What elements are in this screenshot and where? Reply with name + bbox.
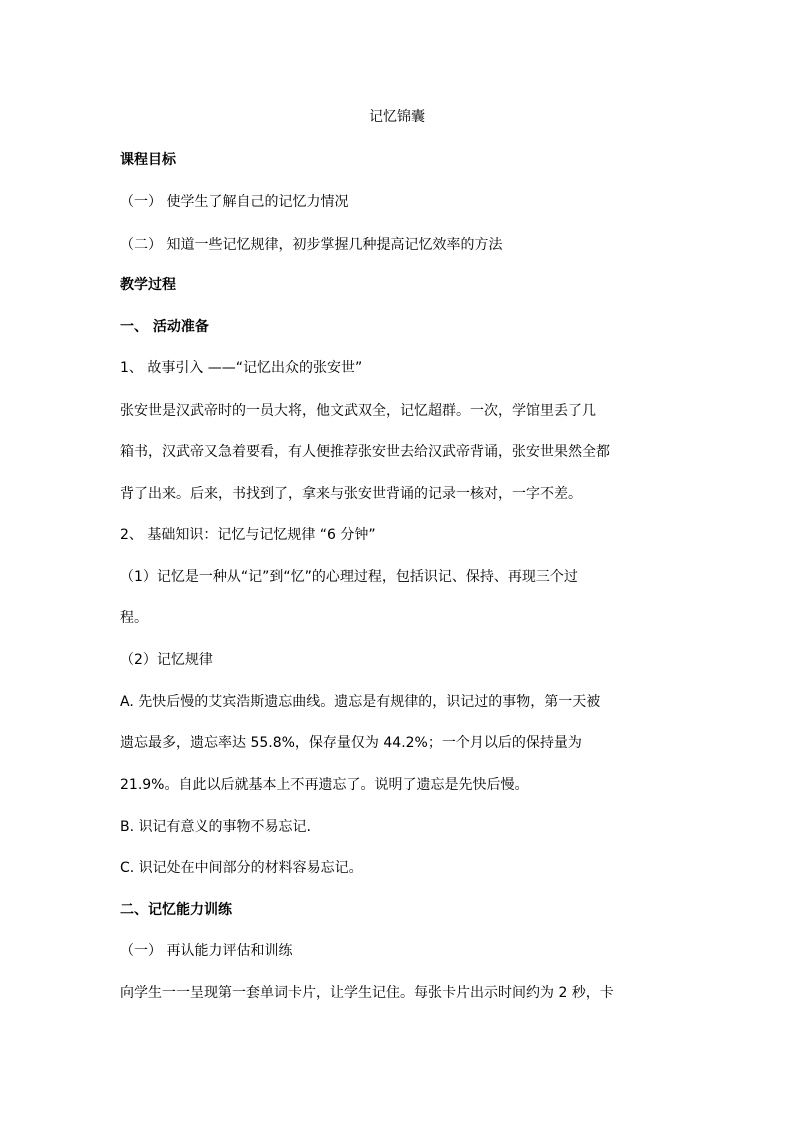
goal-item: （二） 知道一些记忆规律，初步掌握几种提高记忆效率的方法 [120, 237, 503, 253]
heading-teaching-process: 教学过程 [120, 277, 176, 293]
goal-item: （一） 使学生了解自己的记忆力情况 [120, 194, 349, 210]
paragraph-line: A. 先快后慢的艾宾浩斯遗忘曲线。遗忘是有规律的，识记过的事物，第一天被 [120, 694, 601, 710]
paragraph-line: 箱书，汉武帝又急着要看，有人便推荐张安世去给汉武帝背诵，张安世果然全都 [120, 444, 610, 460]
heading-course-goals: 课程目标 [120, 152, 176, 168]
paragraph-line: B. 识记有意义的事物不易忘记. [120, 819, 311, 835]
paragraph-line: 2、 基础知识：记忆与记忆规律 “6 分钟” [120, 527, 376, 543]
paragraph-line: 背了出来。后来，书找到了，拿来与张安世背诵的记录一核对，一字不差。 [120, 486, 582, 502]
section-heading-1: 一、 活动准备 [120, 319, 209, 335]
paragraph-line: （一） 再认能力评估和训练 [120, 943, 293, 959]
paragraph-line: 21.9%。自此以后就基本上不再遗忘了。说明了遗忘是先快后慢。 [120, 777, 529, 793]
paragraph-line: 向学生一一呈现第一套单词卡片，让学生记住。每张卡片出示时间约为 2 秒，卡 [120, 985, 614, 1001]
section-heading-2: 二、记忆能力训练 [120, 902, 232, 918]
paragraph-line: 张安世是汉武帝时的一员大将，他文武双全，记忆超群。一次，学馆里丢了几 [120, 403, 596, 419]
paragraph-line: （1）记忆是一种从“记”到“忆”的心理过程，包括识记、保持、再现三个过 [120, 569, 578, 585]
paragraph-line: 1、 故事引入 ——“记忆出众的张安世” [120, 360, 363, 376]
document-title: 记忆锦囊 [369, 109, 425, 125]
paragraph-line: 遗忘最多，遗忘率达 55.8%，保存量仅为 44.2%；一个月以后的保持量为 [120, 735, 582, 751]
paragraph-line: C. 识记处在中间部分的材料容易忘记。 [120, 860, 363, 876]
paragraph-line: （2）记忆规律 [120, 652, 213, 668]
paragraph-line: 程。 [120, 610, 148, 626]
